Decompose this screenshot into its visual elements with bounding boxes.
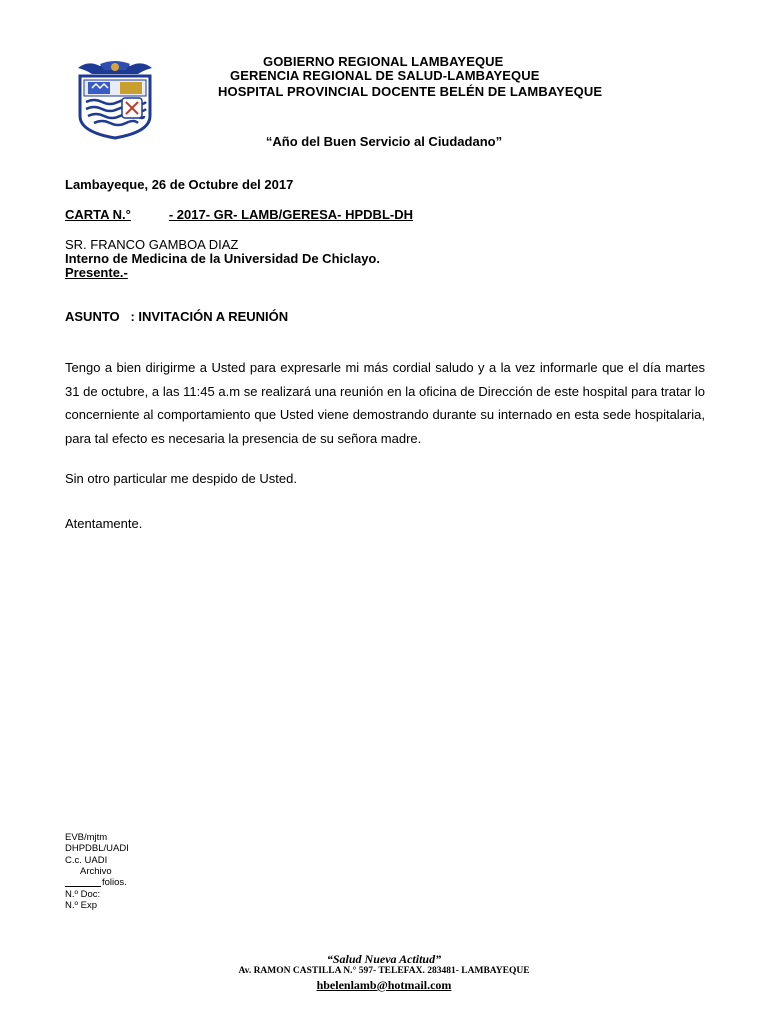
reference-copy: C.c. UADI [65, 855, 108, 866]
recipient-role: Interno de Medicina de la Universidad De Chiclayo. [65, 251, 380, 266]
header-health-department: GERENCIA REGIONAL DE SALUD-LAMBAYEQUE [230, 68, 540, 83]
footer-email-link[interactable]: hbelenlamb@hotmail.com [316, 978, 452, 992]
reference-initials: EVB/mjtm [65, 832, 108, 843]
reference-doc-number: N.º Doc: [65, 889, 101, 900]
letter-reference [65, 207, 413, 222]
header-hospital: HOSPITAL PROVINCIAL DOCENTE BELÉN DE LAMBAYEQUE [218, 84, 603, 99]
closing-line: Atentamente. [65, 516, 143, 531]
year-motto: “Año del Buen Servicio al Ciudadano” [265, 134, 503, 149]
reference-exp-number: N.º Exp [65, 900, 97, 911]
folios-blank-line [65, 886, 101, 887]
reference-folios: folios. [102, 877, 127, 888]
subject-line: ASUNTO : INVITACIÓN A REUNIÓN [65, 309, 289, 324]
reference-archive: Archivo [80, 866, 112, 877]
letter-reference-prefix: CARTA N.° [65, 207, 131, 222]
footer-address: Av. RAMON CASTILLA N.° 597- TELEFAX. 283481- LAMBAYEQUE [238, 966, 530, 976]
header-government: GOBIERNO REGIONAL LAMBAYEQUE [263, 54, 504, 69]
recipient-name: SR. FRANCO GAMBOA DIAZ [65, 237, 239, 252]
recipient-presente: Presente.- [65, 265, 128, 280]
letter-reference-suffix: - 2017- GR- LAMB/GERESA- HPDBL-DH [168, 207, 413, 222]
body-paragraph: Tengo a bien dirigirme a Usted para expresarle mi más cordial saludo y a la vez informarle que el día martes 31 de octubre, a las 11:45 a.m se realizará una reunión en la oficina de Dirección de este hospital para tratar lo concerniente al comportamiento que Usted viene demostrando durante su internado en esta sede hospitalaria, para tal efecto es necesaria la presencia de su señora madre. [65, 360, 705, 446]
regional-government-crest-icon [70, 58, 160, 140]
farewell-line: Sin otro particular me despido de Usted. [65, 471, 297, 486]
footer-slogan: “Salud Nueva Actitud” [326, 952, 442, 966]
reference-office: DHPDBL/UADI [65, 843, 129, 854]
date-line: Lambayeque, 26 de Octubre del 2017 [65, 177, 294, 192]
